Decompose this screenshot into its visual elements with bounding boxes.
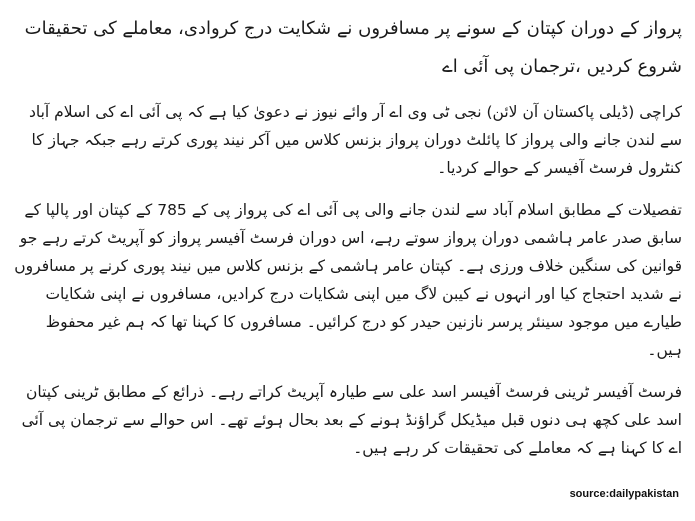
article-paragraph-intro: کراچی (ڈیلی پاکستان آن لائن) نجی ٹی وی اے آر وائے نیوز نے دعویٰ کیا ہے کہ پی آئی اے کی اسلام آباد سے لندن جانے والی پرواز کا پائلٹ دوران پرواز بزنس کلاس میں آکر نیند پوری کرتے رہے جبکہ جہاز کا کنٹرول فرسٹ آفیسر کے حوالے کردیا۔ — [28, 103, 682, 177]
article-paragraph-details: تفصیلات کے مطابق اسلام آباد سے لندن جانے والی پی آئی اے کی پرواز پی کے 785 کے کپتان اور پالپا کے سابق صدر عامر ہاشمی دوران پرواز سوتے رہے، اس دوران فرسٹ آفیسر پرواز کو آپریٹ کرتے رہے جو قوانین کی سنگین خلاف ورزی ہے۔ کپتان عامر ہاشمی کے بزنس کلاس میں نیند پوری کرنے پر مسافروں نے شدید احتجاج کیا اور انہوں نے کیبن لاگ میں اپنی شکایات درج کرادیں، مسافروں نے اپنی شکایات طیارے میں موجود سینئر پرسر نازنین حیدر کو درج کرائیں۔ مسافروں کا کہنا تھا کہ ہم غیر محفوظ ہیں۔ — [14, 201, 682, 359]
news-article — [14, 10, 682, 476]
article-paragraph-closing: فرسٹ آفیسر ٹرینی فرسٹ آفیسر اسد علی سے طیارہ آپریٹ کراتے رہے۔ ذرائع کے مطابق ٹرینی کپتان اسد علی کچھ ہی دنوں قبل میڈیکل گراؤنڈ ہونے کے بعد بحال ہوئے تھے۔ اس حوالے سے ترجمان پی آئی اے کا کہنا ہے کہ معاملے کی تحقیقات کر رہے ہیں۔ — [21, 383, 682, 457]
article-headline: پرواز کے دوران کپتان کے سونے پر مسافروں نے شکایت درج کروادی، معاملے کی تحقیقات شروع کردیں ،ترجمان پی آئی اے — [24, 18, 682, 77]
source-credit: source:dailypakistan — [569, 488, 679, 500]
